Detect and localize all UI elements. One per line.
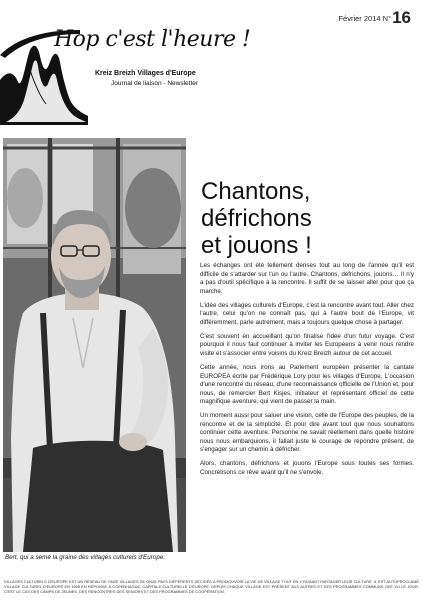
portrait-photo [3,138,186,552]
footer-note: VILLAGES CULTURELS D'EUROPE EST UN RÉSEAU DE ONZE VILLAGES DE ONZE PAYS DIFFÉRENTS DÉCIDÉS À PROMOUVOIR LA VIE DE VILLAGE TOUT EN Y FAISANT PARTAGER LEUR CULTURE. IL EST AUTOPROCLAMÉ VILLAGE CULTUREL D'EUROPE EN 1998 EN RÉPONSE À COPENHAGUE, CAPITALE CULTURELLE D'EUROPE. DEPUIS CHAQUE VILLAGE EST PRÉSENT AUX AUTRES ET DES PROGRAMMES COMMUNS ONT VU LE JOUR, C'EST LE CAS DES CAMPS DE JEUNES, DES RENCONTRES DES SENIORS ET DES PROGRAMMES DE COOPÉRATION. [4,579,419,594]
masthead-subtitle: Kreiz Breizh Villages d'Europe [95,70,196,77]
issue-info [338,8,411,28]
article-paragraph: Cette année, nous irons au Parlement européen présenter la cantate EUROPEA écrite par Frédérique Lory pour les villages d'Europe. L'occasion d'une rencontre du réseau, d'une reconnaissance officielle de l'Union et, pour nous, de remercier Bert Kisjes, initiateur et représentant officiel de cette magnifique aventure, qui vient de passer la main. [200,363,414,406]
article-paragraph: Les échanges ont été tellement denses tout au long de l'année qu'il est difficile de s'attarder sur l'un ou l'autre. Chantons, défrichons, jouons… Il n'y a pas d'outil spécifique à la rencontre. Il suffit de se laisser aller pour que ça marche. [200,262,414,295]
article-paragraph: L'idée des villages culturels d'Europe, c'est la rencontre avant tout. Aller chez l'autre, celui qu'on ne connaît pas, qui à l'autre bout de l'Europe, vit différemment, parle autrement, mais a toujours quelque chose à partager. [200,301,414,326]
portrait-image [3,138,186,552]
masthead-title: Hop c'est l'heure ! [54,27,251,52]
article-body [200,262,414,483]
article-paragraph: C'est souvent en accueillant qu'on finalise l'idée d'un futur voyage. C'est pourquoi il nous faut continuer à inviter les Européens à venir nous rendre visite et s'associer entre voisins du Kreiz Breizh autour de cet accueil. [200,332,414,357]
headline-line-3: et jouons ! [201,232,312,259]
photo-caption: Bert, qui a semé la graine des villages culturels d'Europe. [5,554,166,561]
issue-date: Février 2014 N° [338,14,392,23]
masthead [0,0,300,130]
headline-line-2: défrichons [201,205,312,232]
masthead-tagline: Journal de liaison - Newsletter [111,80,199,87]
headline-line-1: Chantons, [201,178,311,205]
hills-logo-icon [0,0,300,130]
article-paragraph: Un moment aussi pour saluer une vision, celle de l'Europe des peuples, de la rencontre et de la simplicité. Et pour dire avant tout que nous souhaitons continuer cette aventure. Personne ne savait réellement dans quelle histoire nous nous embarquions, il fallait juste le courage de répondre présent, de s'engager sur un chemin à défricher. [200,412,414,454]
headline [201,178,411,259]
issue-number: 16 [392,8,411,27]
article-paragraph: Alors, chantons, défrichons et jouons l'Europe sous toutes ses formes. Concrétisons ce rêve avant qu'il ne s'envole. [200,460,414,476]
